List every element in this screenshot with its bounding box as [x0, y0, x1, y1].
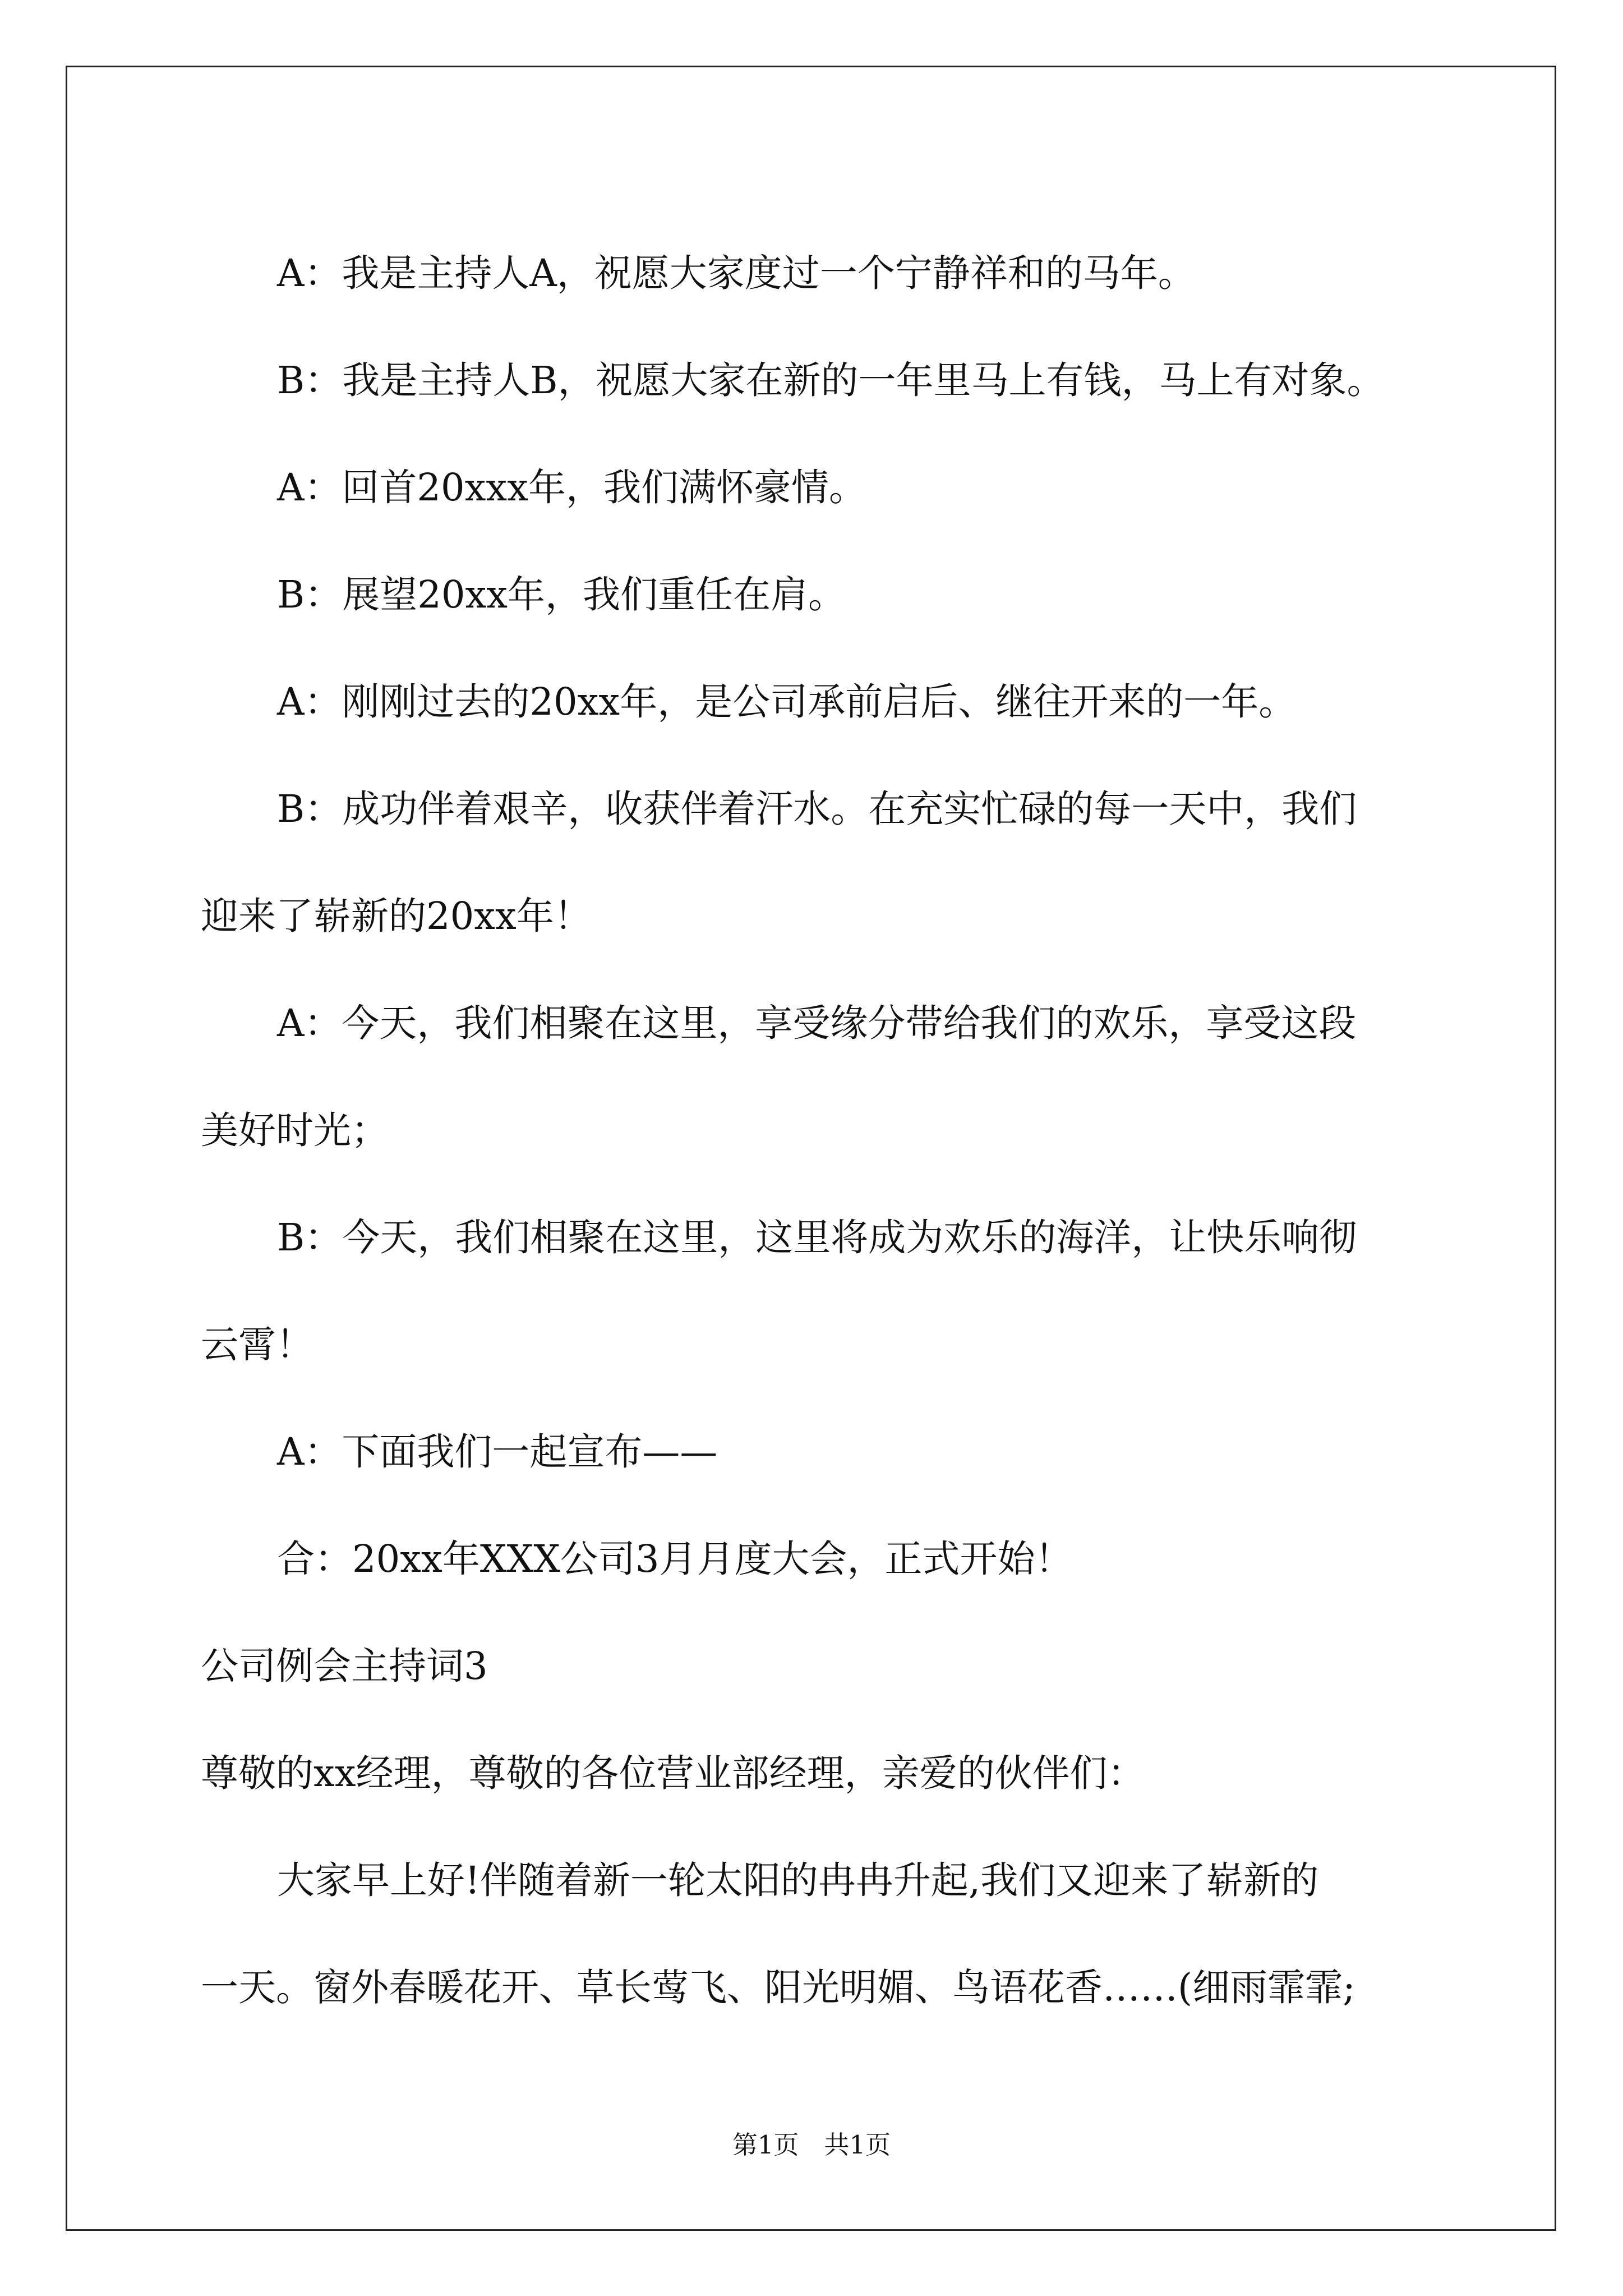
paragraph: A：回首20xxx年，我们满怀豪情。: [277, 466, 866, 509]
paragraph: 迎来了崭新的20xx年！: [201, 894, 592, 938]
paragraph: A：下面我们一起宣布——: [277, 1430, 718, 1474]
paragraph: B：今天，我们相聚在这里，这里将成为欢乐的海洋，让快乐响彻: [277, 1216, 1357, 1259]
paragraph: A：我是主持人A，祝愿大家度过一个宁静祥和的马年。: [277, 251, 1196, 295]
paragraph: A：刚刚过去的20xx年，是公司承前启后、继往开来的一年。: [277, 680, 1297, 724]
paragraph: A：今天，我们相聚在这里，享受缘分带给我们的欢乐，享受这段: [277, 1001, 1357, 1045]
paragraph: 云霄！: [201, 1323, 313, 1366]
paragraph: 一天。窗外春暖花开、草长莺飞、阳光明媚、鸟语花香……(细雨霏霏;: [201, 1966, 1355, 2009]
paragraph: 美好时光；: [201, 1108, 389, 1152]
paragraph: B：展望20xx年，我们重任在肩。: [277, 573, 846, 616]
paragraph: B：我是主持人B，祝愿大家在新的一年里马上有钱，马上有对象。: [277, 358, 1385, 402]
paragraph: 合：20xx年XXX公司3月月度大会，正式开始！: [277, 1537, 1073, 1581]
paragraph: 大家早上好!伴随着新一轮太阳的冉冉升起,我们又迎来了崭新的: [277, 1858, 1319, 1902]
paragraph: B：成功伴着艰辛，收获伴着汗水。在充实忙碌的每一天中，我们: [277, 787, 1357, 831]
document-body: [201, 220, 1435, 2041]
section-heading: 公司例会主持词3: [201, 1644, 488, 1688]
salutation: 尊敬的xx经理，尊敬的各位营业部经理，亲爱的伙伴们：: [201, 1751, 1145, 1795]
page-number: 第1页 共1页: [732, 2130, 891, 2160]
